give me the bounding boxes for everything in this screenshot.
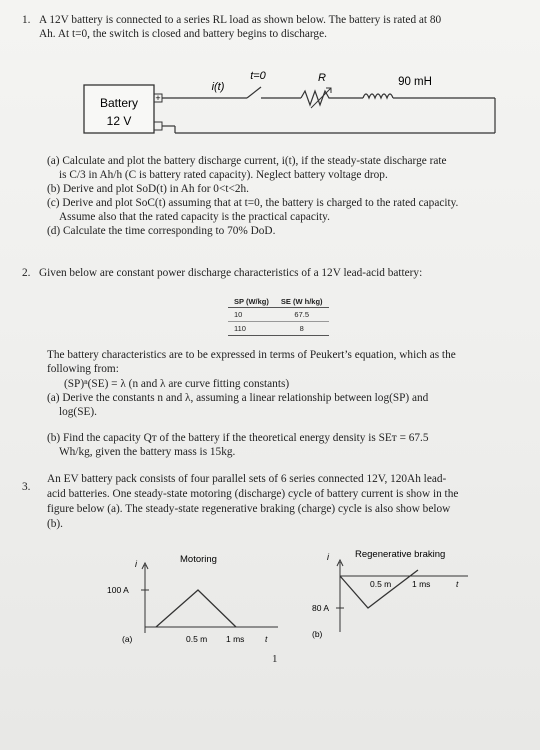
table-cell: 67.5 — [275, 308, 329, 322]
q2-text: Given below are constant power discharge characteristics of a 12V lead-acid battery: — [39, 267, 423, 279]
negative-terminal — [154, 122, 162, 130]
page-number: 1 — [272, 653, 278, 665]
x-axis-label: t — [265, 634, 268, 644]
table-header: SP (W/kg) — [234, 297, 269, 306]
rl-circuit-diagram — [75, 65, 505, 145]
q3-number: 3. — [22, 481, 31, 493]
inductor-label: 90 mH — [398, 76, 432, 88]
sp-se-table — [228, 296, 329, 336]
resistor-symbol — [301, 91, 363, 105]
q2-paragraph-line1: The battery characteristics are to be expressed in terms of Peukert’s equation, which as the — [47, 349, 456, 361]
peak-current-label: 100 A — [107, 585, 129, 595]
graph-tag-b: (b) — [312, 629, 323, 639]
q3-line1: An EV battery pack consists of four parallel sets of 6 series connected 12V, 120Ah lead- — [47, 473, 447, 485]
table-cell: 10 — [228, 308, 275, 322]
q1-part-b: (b) Derive and plot SoD(t) in Ah for 0<t<2h. — [47, 183, 249, 195]
current-waveform — [156, 590, 236, 627]
graph-tag-a: (a) — [122, 634, 133, 644]
inductor-symbol — [363, 94, 393, 98]
plus-sign: + — [155, 93, 161, 103]
battery-voltage: 12 V — [106, 114, 132, 128]
q2-part-b: (b) Find the capacity Qᴛ of the battery if the theoretical energy density is SEᴛ = 67.5 Wh/kg, given the battery mass is 15kg. — [47, 432, 429, 458]
q3-line3: figure below (a). The steady-state regenerative braking (charge) cycle is also show below — [47, 503, 451, 515]
q1-text-line1: A 12V battery is connected to a series RL load as shown below. The battery is rated at 80 — [39, 14, 442, 26]
graph-b-title: Regenerative braking — [355, 549, 446, 560]
q3-line4: (b). — [47, 518, 63, 530]
q1-number: 1. — [22, 14, 31, 26]
table-cell: 110 — [228, 322, 275, 336]
table-cell: 8 — [275, 322, 329, 336]
resistor-label: R — [318, 72, 326, 84]
q2-number: 2. — [22, 267, 31, 279]
regen-braking-current-graph — [300, 540, 480, 645]
x-end-label: 1 ms — [412, 579, 431, 589]
y-axis-label: i — [327, 552, 329, 562]
switch-time-label: t=0 — [250, 70, 266, 82]
q1-part-d: (d) Calculate the time corresponding to 70% DoD. — [47, 225, 276, 237]
peukert-equation: (SP)ⁿ(SE) = λ (n and λ are curve fitting constants) — [64, 378, 290, 390]
x-mid-label: 0.5 m — [370, 579, 392, 589]
switch-blade — [247, 87, 261, 98]
variable-resistor-arrow — [311, 88, 331, 108]
q2-part-a: (a) Derive the constants n and λ, assuming a linear relationship between log(SP) and log(SE). — [47, 392, 429, 418]
q1-text-line2: Ah. At t=0, the switch is closed and battery begins to discharge. — [39, 28, 327, 40]
motoring-current-graph — [100, 545, 300, 650]
q2-paragraph-line2: following from: — [47, 363, 119, 375]
x-end-label: 1 ms — [226, 634, 245, 644]
q1-part-a: (a) Calculate and plot the battery discharge current, i(t), if the steady-state discharge rate is C/3 in Ah/h (C is battery rated capacity). Neglect battery voltage drop. — [47, 155, 447, 181]
x-mid-label: 0.5 m — [186, 634, 208, 644]
current-label: i(t) — [211, 81, 225, 93]
x-axis-label: t — [456, 579, 459, 589]
peak-current-label: 80 A — [312, 603, 330, 613]
table-header: SE (W h/kg) — [280, 297, 323, 306]
q3-line2: acid batteries. One steady-state motoring (discharge) cycle of battery current is show in the — [47, 488, 459, 500]
battery-label: Battery — [99, 96, 139, 110]
q1-part-c: (c) Derive and plot SoC(t) assuming that at t=0, the battery is charged to the rated capacity. Assume also that the rated capacity is the practical capacity. — [47, 197, 459, 223]
graph-a-title: Motoring — [180, 554, 217, 565]
y-axis-label: i — [135, 559, 137, 569]
